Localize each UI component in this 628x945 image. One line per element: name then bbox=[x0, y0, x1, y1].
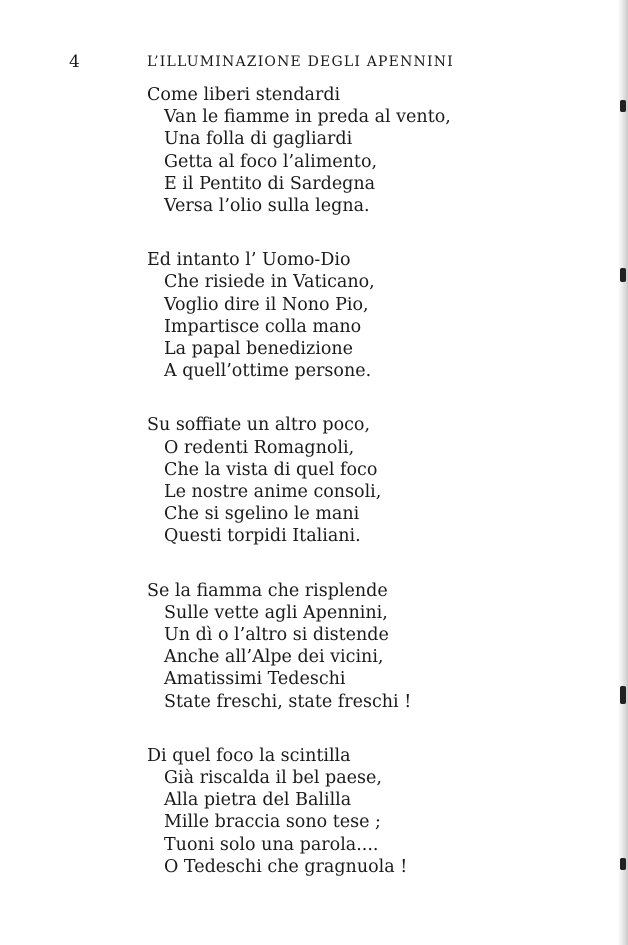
edge-mark bbox=[620, 686, 626, 704]
verse-line: Le nostre anime consoli, bbox=[164, 482, 382, 503]
verse-line: Su soffiate un altro poco, bbox=[147, 415, 371, 436]
stanza bbox=[147, 745, 507, 878]
verse-line: E il Pentito di Sardegna bbox=[164, 173, 376, 194]
verse-line: Che si sgelino le mani bbox=[164, 504, 360, 525]
verse-line: Mille braccia sono tese ; bbox=[164, 812, 381, 833]
verse-line: Questi torpidi Italiani. bbox=[164, 526, 361, 547]
verse-line: Alla pietra del Balilla bbox=[164, 790, 352, 811]
stanza bbox=[147, 414, 507, 547]
poem bbox=[147, 84, 507, 910]
verse-line: Ed intanto l’ Uomo-Dio bbox=[147, 250, 351, 271]
stanza bbox=[147, 249, 507, 382]
stanza bbox=[147, 580, 507, 713]
verse-line: Amatissimi Tedeschi bbox=[164, 669, 346, 690]
stanza bbox=[147, 84, 507, 217]
verse-line: Un dì o l’altro si distende bbox=[164, 625, 389, 646]
verse-line: Di quel foco la scintilla bbox=[147, 745, 351, 766]
edge-mark bbox=[620, 100, 626, 112]
page-number: 4 bbox=[69, 52, 80, 72]
verse-line: Versa l’olio sulla legna. bbox=[164, 196, 370, 217]
verse-line: Una folla di gagliardi bbox=[164, 129, 353, 150]
verse-line: O Tedeschi che gragnuola ! bbox=[164, 856, 408, 877]
verse-line: Già riscalda il bel paese, bbox=[164, 768, 382, 789]
edge-mark bbox=[620, 268, 626, 282]
verse-line: Che risiede in Vaticano, bbox=[164, 272, 375, 293]
verse-line: Getta al foco l’alimento, bbox=[164, 151, 378, 172]
verse-line: O redenti Romagnoli, bbox=[164, 437, 355, 458]
verse-line: State freschi, state freschi ! bbox=[164, 691, 412, 712]
verse-line: A quell’ottime persone. bbox=[164, 361, 372, 382]
page-edge-shadow bbox=[618, 0, 628, 945]
verse-line: Sulle vette agli Apennini, bbox=[164, 602, 388, 623]
edge-mark bbox=[620, 858, 626, 870]
verse-line: Van le fiamme in preda al vento, bbox=[164, 107, 451, 128]
verse-line: Anche all’Alpe dei vicini, bbox=[164, 647, 384, 668]
verse-line: La papal benedizione bbox=[164, 339, 354, 360]
verse-line: Come liberi stendardi bbox=[147, 85, 341, 105]
verse-line: Impartisce colla mano bbox=[164, 316, 362, 337]
verse-line: Tuoni solo una parola.... bbox=[164, 834, 379, 855]
running-head: L’ILLUMINAZIONE DEGLI APENNINI bbox=[147, 54, 454, 70]
verse-line: Se la fiamma che risplende bbox=[147, 580, 388, 601]
verse-line: Voglio dire il Nono Pio, bbox=[164, 294, 369, 315]
verse-line: Che la vista di quel foco bbox=[164, 459, 378, 480]
